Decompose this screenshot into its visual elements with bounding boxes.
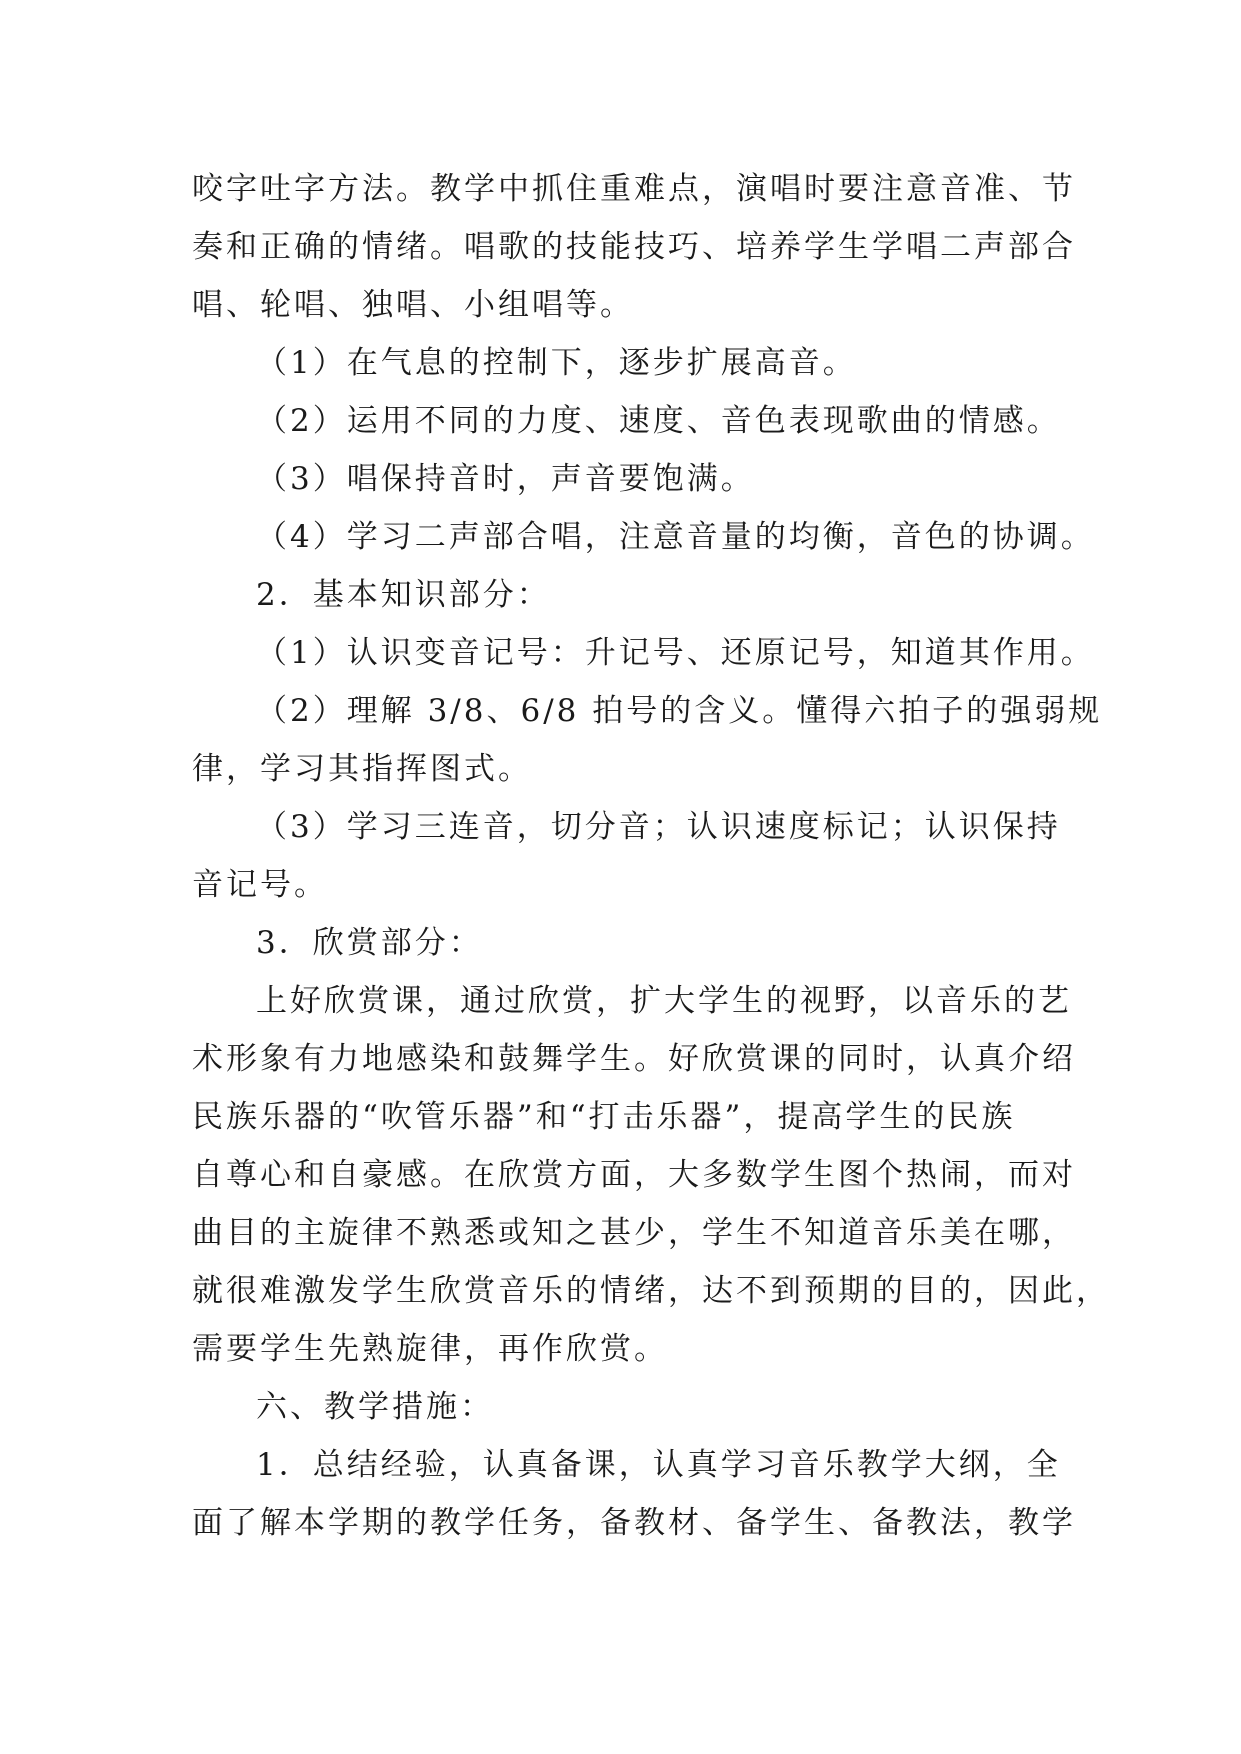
document-body <box>192 160 1110 1552</box>
text-line: 六、教学措施： <box>256 1389 494 1425</box>
text-line: （1）在气息的控制下，逐步扩展高音。 <box>256 345 857 381</box>
text-line: 面了解本学期的教学任务，备教材、备学生、备教法，教学 <box>192 1505 1076 1541</box>
text-line: 3．欣赏部分： <box>256 925 483 961</box>
text-line: 1．总结经验，认真备课，认真学习音乐教学大纲，全 <box>256 1447 1061 1483</box>
text-line: （3）唱保持音时，声音要饱满。 <box>256 461 755 497</box>
text-line: 律，学习其指挥图式。 <box>192 751 532 787</box>
text-line: 咬字吐字方法。教学中抓住重难点，演唱时要注意音准、节 <box>192 171 1076 207</box>
text-line: （2）理解 3/8、6/8 拍号的含义。懂得六拍子的强弱规 <box>256 693 1103 729</box>
text-line: 奏和正确的情绪。唱歌的技能技巧、培养学生学唱二声部合 <box>192 229 1076 265</box>
text-line: 术形象有力地感染和鼓舞学生。好欣赏课的同时，认真介绍 <box>192 1041 1076 1077</box>
text-line: 民族乐器的“吹管乐器”和“打击乐器”，提高学生的民族 <box>192 1099 1016 1135</box>
text-line: （1）认识变音记号：升记号、还原记号，知道其作用。 <box>256 635 1095 671</box>
text-line: 曲目的主旋律不熟悉或知之甚少，学生不知道音乐美在哪， <box>192 1215 1076 1251</box>
text-line: （2）运用不同的力度、速度、音色表现歌曲的情感。 <box>256 403 1061 439</box>
text-line: 音记号。 <box>192 867 328 903</box>
text-line: 自尊心和自豪感。在欣赏方面，大多数学生图个热闹，而对 <box>192 1157 1076 1193</box>
text-line: （4）学习二声部合唱，注意音量的均衡，音色的协调。 <box>256 519 1095 555</box>
text-line: （3）学习三连音，切分音；认识速度标记；认识保持 <box>256 809 1061 845</box>
text-line: 需要学生先熟旋律，再作欣赏。 <box>192 1331 668 1367</box>
text-line: 就很难激发学生欣赏音乐的情绪，达不到预期的目的，因此， <box>192 1273 1110 1309</box>
text-line: 唱、轮唱、独唱、小组唱等。 <box>192 287 634 323</box>
text-line: 上好欣赏课，通过欣赏，扩大学生的视野，以音乐的艺 <box>256 983 1072 1019</box>
text-line: 2．基本知识部分： <box>256 577 551 613</box>
